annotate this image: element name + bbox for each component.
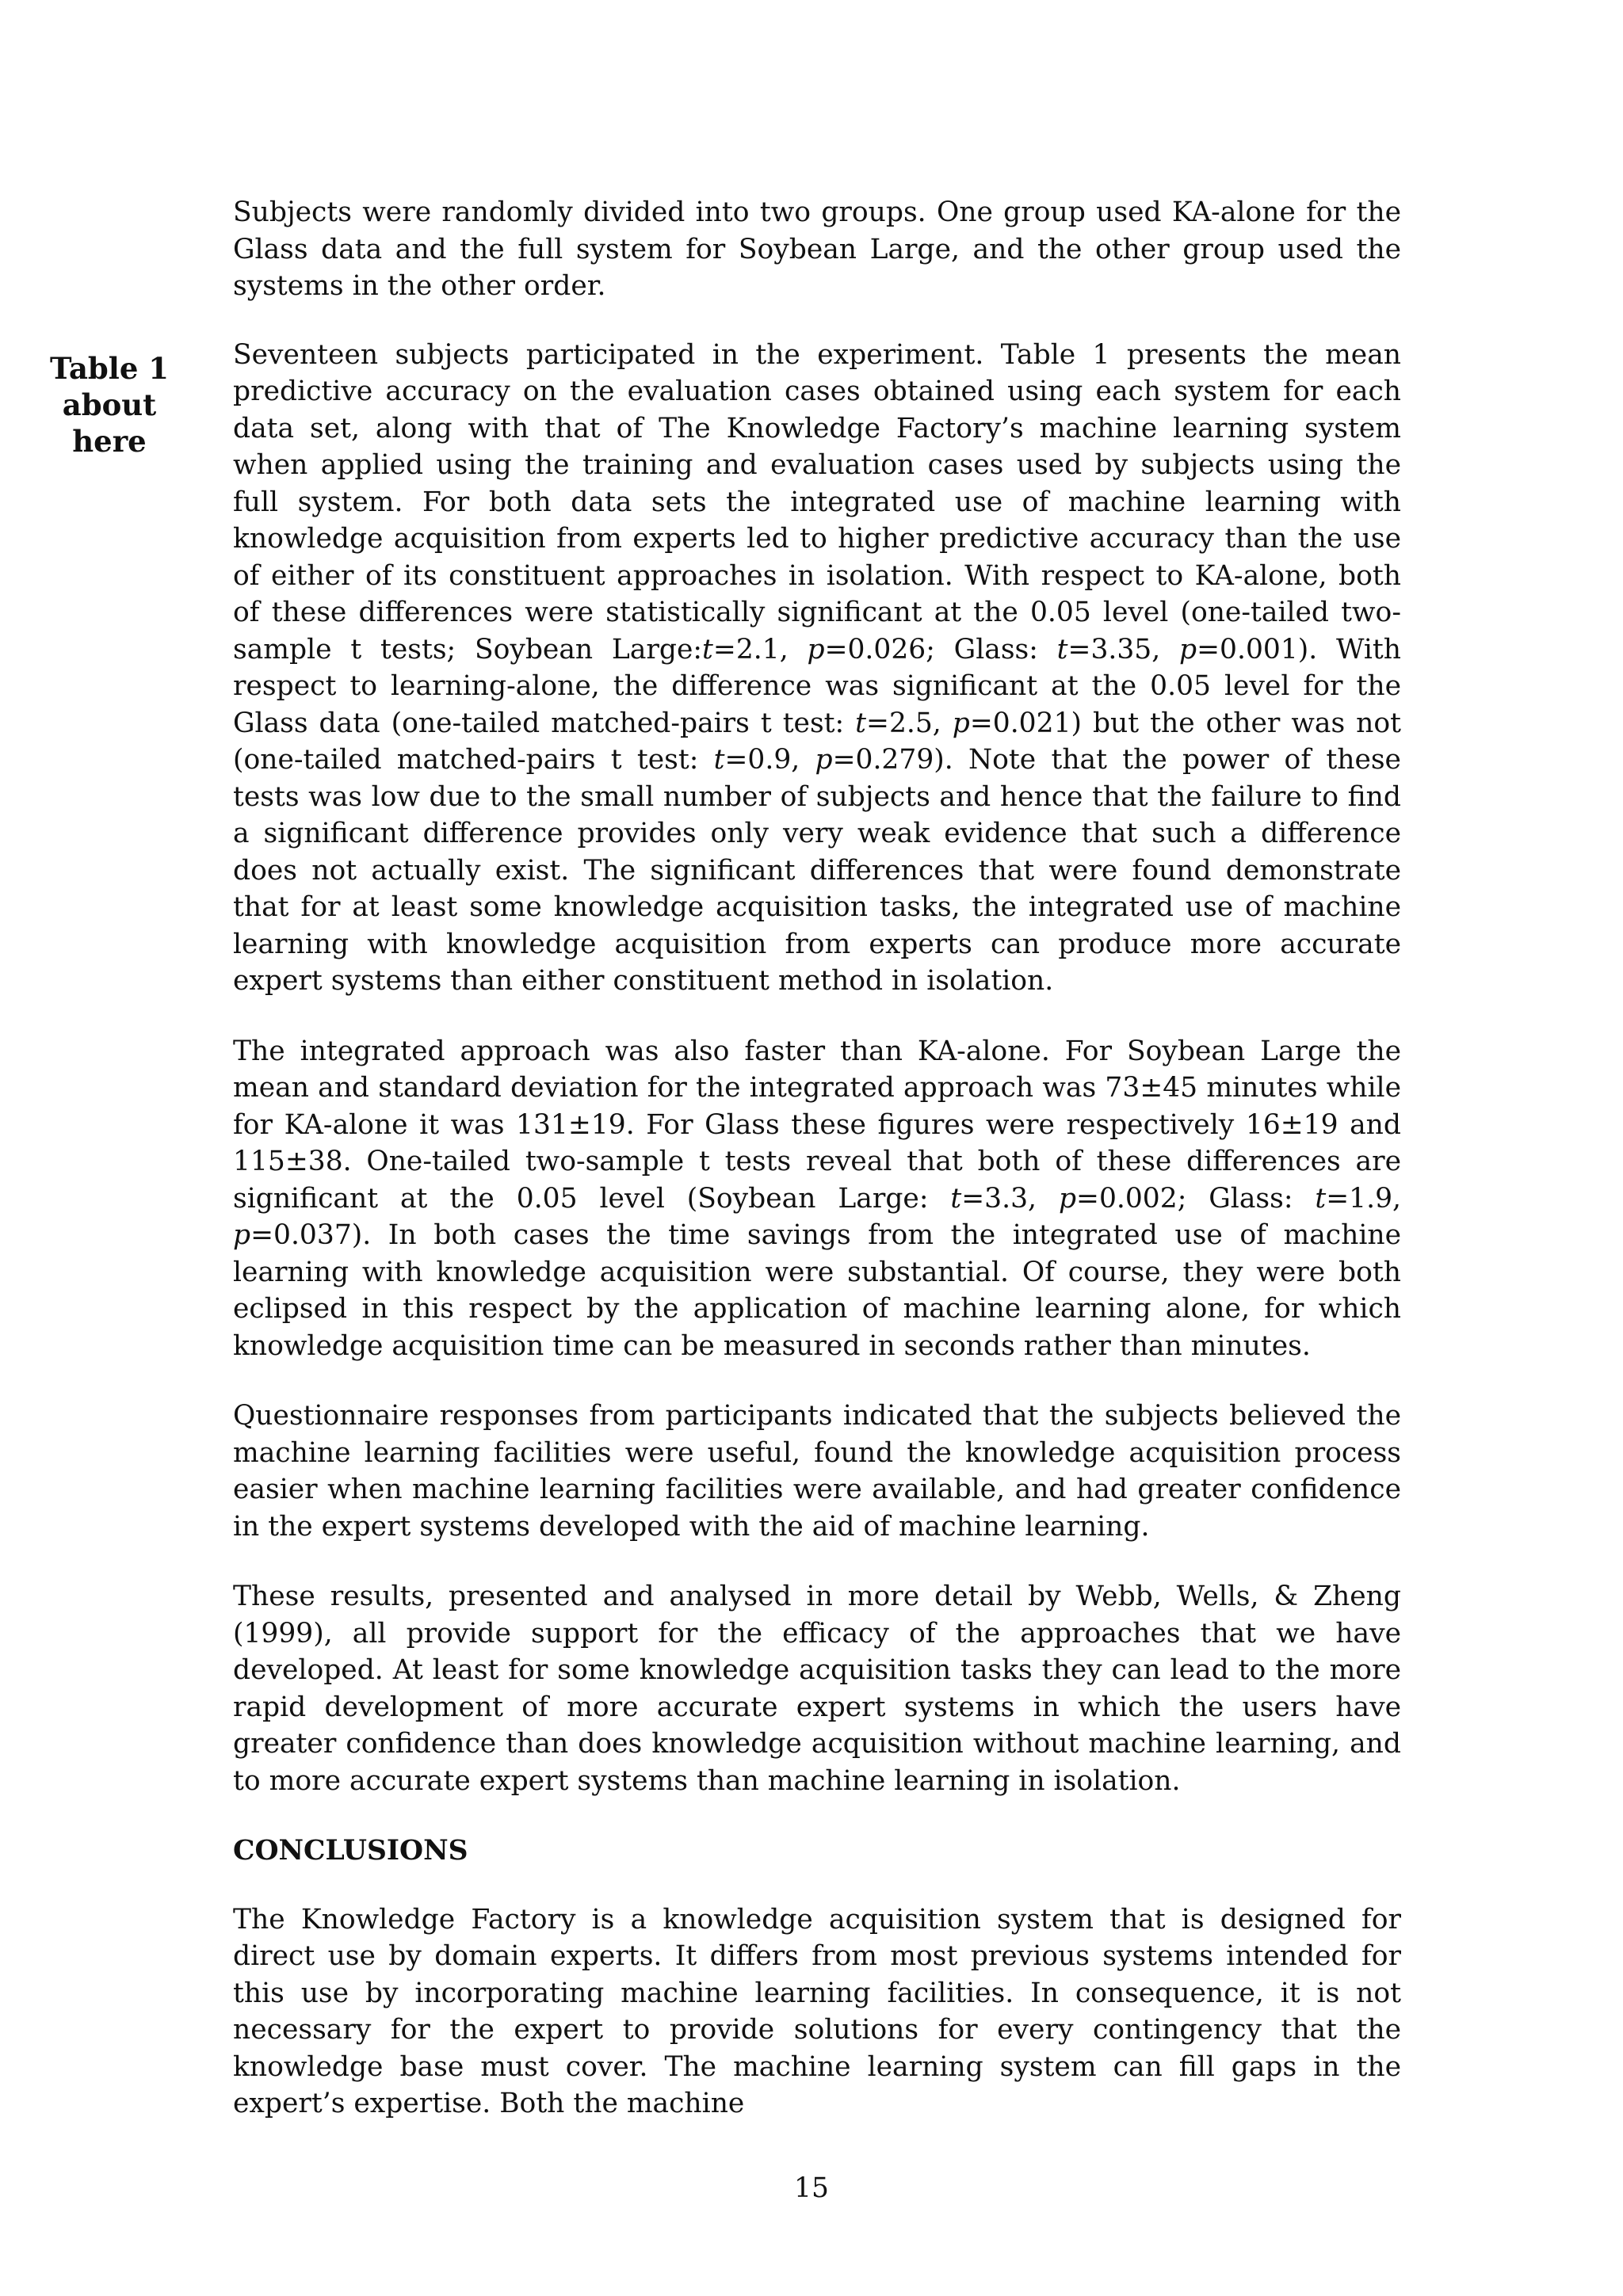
table-placement-note bbox=[46, 350, 173, 460]
margin-note-line: about bbox=[62, 387, 157, 422]
paragraph-accuracy-results: Seventeen subjects participated in the experiment. Table 1 presents the mean predictive accuracy on the evaluation cases obtained using each system for each data set, along with that of The Knowledge Factory’s machine learning system when applied using the training and evaluation cases used by subjects using the full system. For both data sets the integrated use of machine learning with knowledge acquisition from experts led to higher predictive accuracy than the use of either of its constituent approaches in isolation. With respect to KA-alone, both of these differences were statistically significant at the 0.05 level (one-tailed two-sample t tests; Soybean Large:t=2.1, p=0.026; Glass: t=3.35, p=0.001). With respect to learning-alone, the difference was significant at the 0.05 level for the Glass data (one-tailed matched-pairs t test: t=2.5, p=0.021) but the other was not (one-tailed matched-pairs t test: t=0.9, p=0.279). Note that the power of these tests was low due to the small number of subjects and hence that the failure to find a significant difference provides only very weak evidence that such a difference does not actually exist. The significant differences that were found demonstrate that for at least some knowledge acquisition tasks, the integrated use of machine learning with knowledge acquisition from experts can produce more accurate expert systems than either constituent method in isolation. bbox=[233, 338, 1401, 997]
page-number: 15 bbox=[794, 2172, 829, 2204]
paragraph-time-results: The integrated approach was also faster than KA-alone. For Soybean Large the mean and standard deviation for the integrated approach was 73±45 minutes while for KA-alone it was 131±19. For Glass these figures were respectively 16±19 and 115±38. One-tailed two-sample t tests reveal that both of these differences are significant at the 0.05 level (Soybean Large: t=3.3, p=0.002; Glass: t=1.9, p=0.037). In both cases the time savings from the integrated use of machine learning with knowledge acquisition were substantial. Of course, they were both eclipsed in this respect by the application of machine learning alone, for which knowledge acquisition time can be measured in seconds rather than minutes. bbox=[233, 1035, 1401, 1362]
paragraph-group-assignment: Subjects were randomly divided into two groups. One group used KA-alone for the Glass data and the full system for Soybean Large, and the other group used the systems in the other order. bbox=[233, 196, 1401, 302]
section-heading-conclusions: CONCLUSIONS bbox=[233, 1835, 468, 1867]
paragraph-conclusions: The Knowledge Factory is a knowledge acquisition system that is designed for direct use by domain experts. It differs from most previous systems intended for this use by incorporating machine learning facilities. In consequence, it is not necessary for the expert to provide solutions for every contingency that the knowledge base must cover. The machine learning system can fill gaps in the expert’s expertise. Both the machine bbox=[233, 1903, 1401, 2119]
paragraph-questionnaire: Questionnaire responses from participants indicated that the subjects believed the machine learning facilities were useful, found the knowledge acquisition process easier when machine learning facilities were available, and had greater confidence in the expert systems developed with the aid of machine learning. bbox=[233, 1400, 1401, 1543]
margin-note-line: here bbox=[72, 424, 147, 459]
body-text bbox=[233, 194, 1401, 2156]
margin-note-line: Table 1 bbox=[49, 351, 170, 386]
paragraph-results-summary: These results, presented and analysed in more detail by Webb, Wells, & Zheng (1999), all provide support for the efficacy of the approaches that we have developed. At least for some knowledge acquisition tasks they can lead to the more rapid development of more accurate expert systems in which the users have greater confidence than does knowledge acquisition without machine learning, and to more accurate expert systems than machine learning in isolation. bbox=[233, 1581, 1401, 1797]
